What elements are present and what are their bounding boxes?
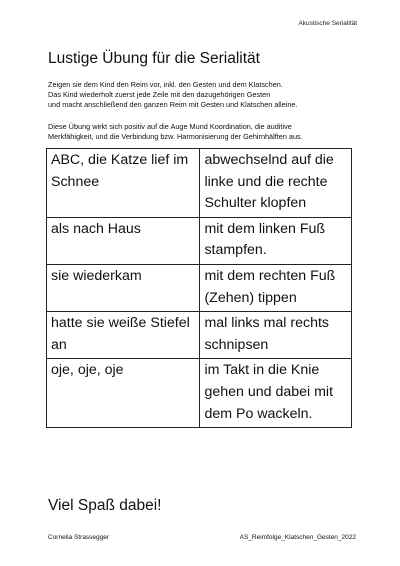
benefit-text	[48, 122, 368, 142]
gesture-cell: mit dem rechten Fuß (Zehen) tippen	[200, 264, 352, 311]
gesture-cell: im Takt in die Knie gehen und dabei mit dem Po wackeln.	[200, 359, 352, 428]
table-row	[47, 149, 352, 218]
rhyme-cell: sie wiederkam	[47, 264, 200, 311]
instruction-line: Das Kind wiederholt zuerst jede Zeile mit den dazugehörigen Gesten	[48, 90, 271, 100]
closing-text: Viel Spaß dabei!	[48, 497, 162, 514]
header-topic: Akustische Serialität	[298, 20, 357, 27]
gesture-cell: mal links mal rechts schnipsen	[200, 312, 352, 359]
table-row	[47, 264, 352, 311]
page-title: Lustige Übung für die Serialität	[48, 50, 260, 67]
rhyme-cell: oje, oje, oje	[47, 359, 200, 428]
instructions	[48, 80, 368, 111]
gesture-cell: abwechselnd auf die linke und die rechte Schulter klopfen	[200, 149, 352, 218]
benefit-line: Merkfähigkeit, und die Verbindung bzw. Harmonisierung der Gehirnhälften aus.	[48, 132, 303, 142]
instruction-line: und macht anschließend den ganzen Reim mit Gesten und Klatschen alleine.	[48, 100, 298, 110]
footer-document-id: AS_Reimfolge_Klatschen_Gesten_2022	[239, 534, 356, 541]
rhyme-cell: hatte sie weiße Stiefel an	[47, 312, 200, 359]
rhyme-table	[46, 148, 352, 428]
benefit-line: Diese Übung wirkt sich positiv auf die Auge Mund Koordination, die auditive	[48, 122, 292, 131]
footer-author: Cornelia Strassegger	[48, 534, 110, 541]
gesture-cell: mit dem linken Fuß stampfen.	[200, 217, 352, 264]
table-row	[47, 312, 352, 359]
table-row	[47, 217, 352, 264]
rhyme-cell: ABC, die Katze lief im Schnee	[47, 149, 200, 218]
rhyme-cell: als nach Haus	[47, 217, 200, 264]
table-row	[47, 359, 352, 428]
instruction-line: Zeigen sie dem Kind den Reim vor, inkl. den Gesten und dem Klatschen.	[48, 80, 283, 89]
